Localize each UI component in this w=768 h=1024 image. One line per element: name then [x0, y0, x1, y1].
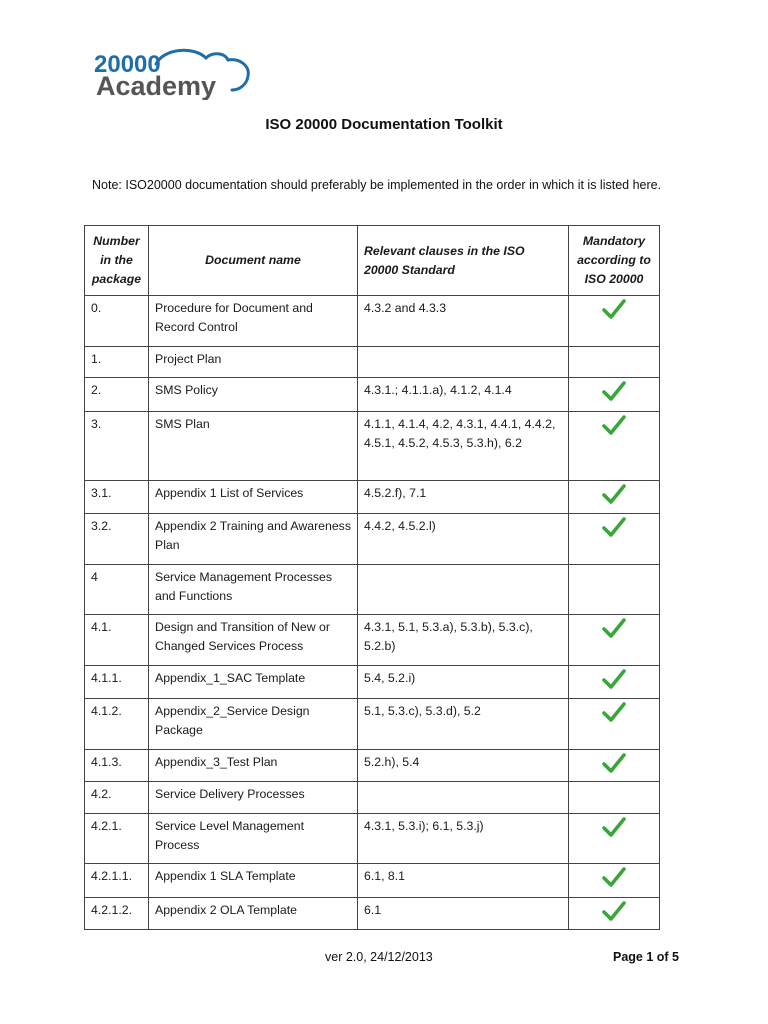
- row-number: 3.: [85, 412, 149, 481]
- row-mandatory: [569, 898, 660, 930]
- row-number: 4: [85, 565, 149, 615]
- row-clauses: 4.5.2.f), 7.1: [358, 481, 569, 514]
- row-number: 4.2.: [85, 782, 149, 814]
- row-number: 3.2.: [85, 514, 149, 565]
- row-mandatory: [569, 666, 660, 699]
- row-mandatory: [569, 814, 660, 864]
- row-document-name: Project Plan: [149, 347, 358, 378]
- table-row: [85, 565, 660, 615]
- row-clauses: 4.4.2, 4.5.2.l): [358, 514, 569, 565]
- row-document-name: Appendix 2 Training and Awareness Plan: [149, 514, 358, 565]
- checkmark-icon: [602, 669, 626, 689]
- row-clauses: [358, 347, 569, 378]
- footer-version: ver 2.0, 24/12/2013: [325, 950, 433, 964]
- row-number: 4.1.3.: [85, 750, 149, 782]
- checkmark-icon: [602, 299, 626, 319]
- row-number: 3.1.: [85, 481, 149, 514]
- row-number: 4.1.1.: [85, 666, 149, 699]
- implementation-note: Note: ISO20000 documentation should preferably be implemented in the order in which it is listed here.: [92, 178, 662, 192]
- checkmark-icon: [602, 484, 626, 504]
- checkmark-icon: [602, 817, 626, 837]
- row-clauses: 4.3.1.; 4.1.1.a), 4.1.2, 4.1.4: [358, 378, 569, 412]
- row-document-name: Service Delivery Processes: [149, 782, 358, 814]
- row-document-name: Procedure for Document and Record Control: [149, 296, 358, 347]
- header-number: Number in the package: [85, 226, 149, 296]
- header-relevant-clauses: Relevant clauses in the ISO 20000 Standard: [358, 226, 569, 296]
- table-row: [85, 666, 660, 699]
- table-header-row: [85, 226, 660, 296]
- checkmark-icon: [602, 517, 626, 537]
- table-row: [85, 347, 660, 378]
- row-number: 0.: [85, 296, 149, 347]
- table-row: [85, 750, 660, 782]
- header-document-name: Document name: [149, 226, 358, 296]
- row-mandatory: [569, 565, 660, 615]
- table-row: [85, 615, 660, 666]
- row-document-name: Appendix_3_Test Plan: [149, 750, 358, 782]
- row-clauses: 5.2.h), 5.4: [358, 750, 569, 782]
- row-clauses: [358, 782, 569, 814]
- header-mandatory: Mandatory according to ISO 20000: [569, 226, 660, 296]
- logo-word: Academy: [96, 71, 217, 100]
- logo-number: 20000: [94, 51, 161, 78]
- checkmark-icon: [602, 753, 626, 773]
- row-clauses: 6.1, 8.1: [358, 864, 569, 898]
- row-mandatory: [569, 378, 660, 412]
- row-mandatory: [569, 750, 660, 782]
- academy-logo: [94, 44, 254, 100]
- row-mandatory: [569, 782, 660, 814]
- row-clauses: [358, 565, 569, 615]
- checkmark-icon: [602, 381, 626, 401]
- row-number: 2.: [85, 378, 149, 412]
- row-clauses: 4.3.1, 5.3.i); 6.1, 5.3.j): [358, 814, 569, 864]
- row-document-name: Appendix 1 List of Services: [149, 481, 358, 514]
- logo-graphic: [94, 44, 254, 100]
- row-document-name: Service Level Management Process: [149, 814, 358, 864]
- table-body: [85, 296, 660, 930]
- row-number: 1.: [85, 347, 149, 378]
- row-number: 4.1.2.: [85, 699, 149, 750]
- checkmark-icon: [602, 415, 626, 435]
- table-row: [85, 296, 660, 347]
- row-clauses: 6.1: [358, 898, 569, 930]
- row-clauses: 4.3.2 and 4.3.3: [358, 296, 569, 347]
- row-document-name: Service Management Processes and Functions: [149, 565, 358, 615]
- table-row: [85, 514, 660, 565]
- row-document-name: Appendix_2_Service Design Package: [149, 699, 358, 750]
- row-mandatory: [569, 699, 660, 750]
- row-clauses: 5.4, 5.2.i): [358, 666, 569, 699]
- document-title: ISO 20000 Documentation Toolkit: [265, 116, 503, 133]
- row-clauses: 4.3.1, 5.1, 5.3.a), 5.3.b), 5.3.c), 5.2.b): [358, 615, 569, 666]
- row-mandatory: [569, 615, 660, 666]
- row-clauses: 4.1.1, 4.1.4, 4.2, 4.3.1, 4.4.1, 4.4.2, 4.5.1, 4.5.2, 4.5.3, 5.3.h), 6.2: [358, 412, 569, 481]
- row-number: 4.2.1.1.: [85, 864, 149, 898]
- row-number: 4.2.1.2.: [85, 898, 149, 930]
- row-document-name: Appendix_1_SAC Template: [149, 666, 358, 699]
- table-row: [85, 864, 660, 898]
- row-clauses: 5.1, 5.3.c), 5.3.d), 5.2: [358, 699, 569, 750]
- row-mandatory: [569, 296, 660, 347]
- row-mandatory: [569, 347, 660, 378]
- table-row: [85, 699, 660, 750]
- checkmark-icon: [602, 867, 626, 887]
- checkmark-icon: [602, 702, 626, 722]
- table-row: [85, 412, 660, 481]
- table-row: [85, 378, 660, 412]
- toolkit-table: [84, 225, 660, 930]
- checkmark-icon: [602, 618, 626, 638]
- table-row: [85, 481, 660, 514]
- row-document-name: Design and Transition of New or Changed Services Process: [149, 615, 358, 666]
- row-document-name: Appendix 1 SLA Template: [149, 864, 358, 898]
- table-row: [85, 782, 660, 814]
- row-number: 4.2.1.: [85, 814, 149, 864]
- row-mandatory: [569, 864, 660, 898]
- table-row: [85, 898, 660, 930]
- row-document-name: SMS Plan: [149, 412, 358, 481]
- row-document-name: Appendix 2 OLA Template: [149, 898, 358, 930]
- row-mandatory: [569, 481, 660, 514]
- footer-page-number: Page 1 of 5: [613, 950, 679, 964]
- table-row: [85, 814, 660, 864]
- checkmark-icon: [602, 901, 626, 921]
- row-document-name: SMS Policy: [149, 378, 358, 412]
- row-mandatory: [569, 514, 660, 565]
- row-number: 4.1.: [85, 615, 149, 666]
- row-mandatory: [569, 412, 660, 481]
